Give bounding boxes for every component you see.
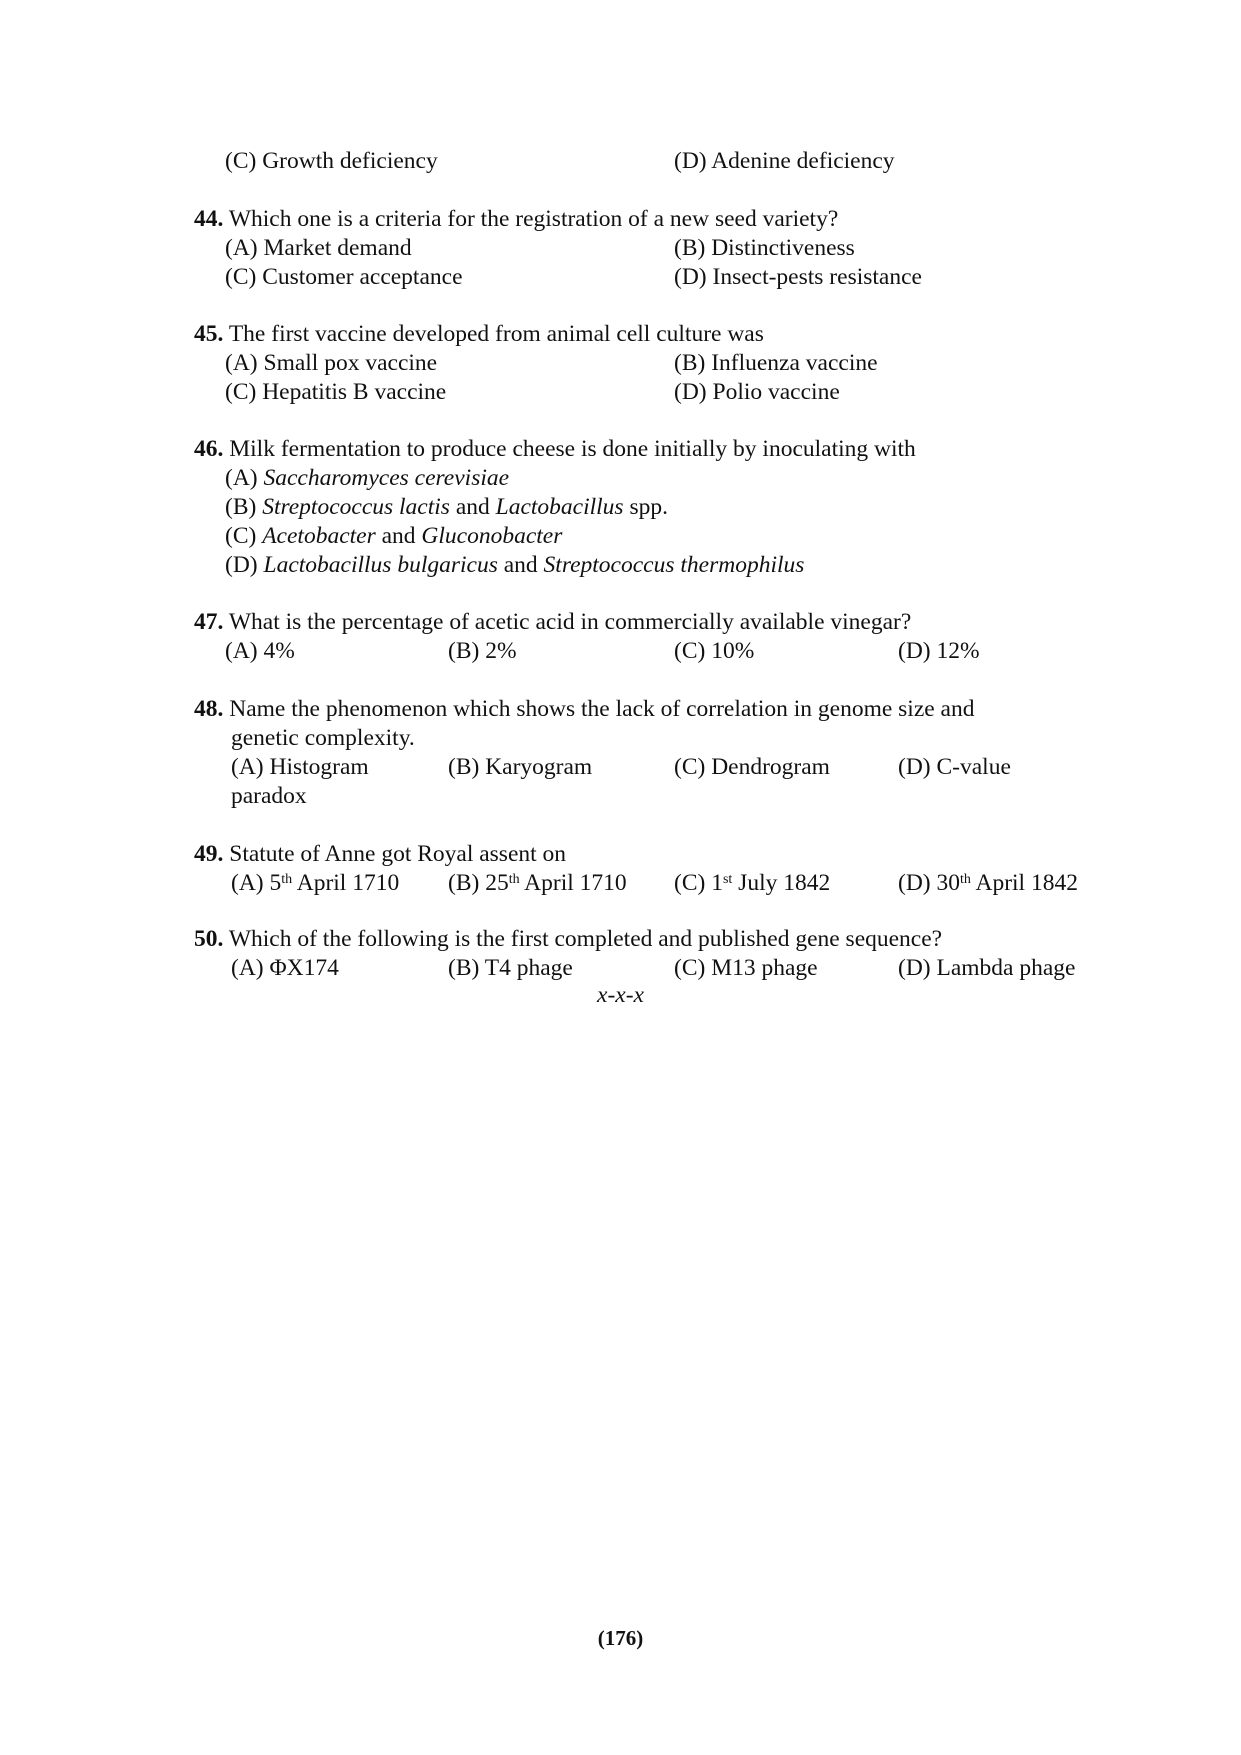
- question-46: [194, 435, 916, 464]
- option-label: (A): [225, 465, 258, 491]
- ordinal-suffix: th: [960, 872, 971, 888]
- q45-option-d: (D) Polio vaccine: [674, 379, 840, 405]
- option-text: (B) 25: [448, 870, 509, 896]
- conjunction: and: [381, 523, 416, 549]
- q43-option-c: (C) Growth deficiency: [225, 148, 438, 174]
- question-number: 45.: [194, 321, 224, 347]
- q48-option-c: (C) Dendrogram: [674, 754, 830, 780]
- question-text: Statute of Anne got Royal assent on: [229, 841, 567, 867]
- option-label: (D): [225, 552, 258, 578]
- question-number: 46.: [194, 436, 224, 462]
- option-text: (D) 30: [898, 870, 960, 896]
- question-47: [194, 608, 911, 637]
- q49-option-c: [674, 869, 830, 898]
- question-44: [194, 205, 838, 234]
- question-number: 50.: [194, 926, 224, 952]
- q50-option-d: (D) Lambda phage: [898, 955, 1076, 981]
- option-text: April 1710: [292, 870, 400, 896]
- option-tail: spp.: [629, 494, 668, 520]
- q47-option-a: (A) 4%: [225, 638, 295, 664]
- question-number: 49.: [194, 841, 224, 867]
- question-number: 44.: [194, 206, 224, 232]
- option-text: (A) 5: [231, 870, 282, 896]
- q46-option-c: [225, 522, 562, 551]
- option-label: (B): [225, 494, 257, 520]
- question-45: [194, 320, 764, 349]
- q49-option-a: [231, 869, 399, 898]
- q44-option-a: (A) Market demand: [225, 235, 412, 261]
- question-50: [194, 925, 942, 954]
- q47-option-c: (C) 10%: [674, 638, 755, 664]
- q49-option-b: [448, 869, 627, 898]
- question-number: 47.: [194, 609, 224, 635]
- species-name: Lactobacillus bulgaricus: [263, 552, 498, 578]
- ordinal-suffix: th: [508, 872, 520, 888]
- option-text: April 1842: [970, 870, 1078, 896]
- q48-option-d-continued: paradox: [231, 783, 307, 809]
- q44-option-d: (D) Insect-pests resistance: [674, 264, 922, 290]
- question-text: Which of the following is the first completed and published gene sequence?: [228, 926, 943, 952]
- question-text: The first vaccine developed from animal cell culture was: [228, 321, 764, 347]
- question-49: [194, 840, 566, 869]
- question-48-text-continued: genetic complexity.: [231, 725, 415, 751]
- option-text: July 1842: [732, 870, 831, 896]
- q50-option-c: (C) M13 phage: [674, 955, 818, 981]
- option-text: (C) 1: [674, 870, 723, 896]
- question-number: 48.: [194, 696, 224, 722]
- q50-option-a: (A) ΦX174: [231, 955, 339, 981]
- ordinal-suffix: st: [722, 872, 733, 888]
- question-48: [194, 695, 975, 724]
- q46-option-b: [225, 493, 668, 522]
- question-text: Which one is a criteria for the registration of a new seed variety?: [228, 206, 839, 232]
- q46-option-d: [225, 551, 804, 580]
- question-text: What is the percentage of acetic acid in commercially available vinegar?: [228, 609, 912, 635]
- question-text: Name the phenomenon which shows the lack of correlation in genome size and: [229, 696, 975, 722]
- q44-option-c: (C) Customer acceptance: [225, 264, 463, 290]
- page-number: (176): [597, 1626, 644, 1650]
- species-name: Acetobacter: [262, 523, 376, 549]
- q48-option-b: (B) Karyogram: [448, 754, 593, 780]
- q50-option-b: (B) T4 phage: [448, 955, 573, 981]
- species-name: Gluconobacter: [421, 523, 563, 549]
- question-text: Milk fermentation to produce cheese is done initially by inoculating with: [229, 436, 916, 462]
- q44-option-b: (B) Distinctiveness: [674, 235, 855, 261]
- q45-option-a: (A) Small pox vaccine: [225, 350, 438, 376]
- q45-option-c: (C) Hepatitis B vaccine: [225, 379, 447, 405]
- option-text: April 1710: [519, 870, 627, 896]
- q49-option-d: [898, 869, 1078, 898]
- species-name: Lactobacillus: [495, 494, 624, 520]
- q47-option-d: (D) 12%: [898, 638, 980, 664]
- end-of-section-mark: x-x-x: [597, 982, 644, 1008]
- q47-option-b: (B) 2%: [448, 638, 517, 664]
- species-name: Saccharomyces cerevisiae: [263, 465, 510, 491]
- species-name: Streptococcus thermophilus: [543, 552, 805, 578]
- q46-option-a: [225, 464, 509, 493]
- q43-option-d: (D) Adenine deficiency: [674, 148, 895, 174]
- q45-option-b: (B) Influenza vaccine: [674, 350, 878, 376]
- conjunction: and: [503, 552, 538, 578]
- ordinal-suffix: th: [281, 872, 293, 888]
- q48-option-d: (D) C-value: [898, 754, 1011, 780]
- q48-option-a: (A) Histogram: [231, 754, 369, 780]
- conjunction: and: [455, 494, 490, 520]
- species-name: Streptococcus lactis: [262, 494, 450, 520]
- option-label: (C): [225, 523, 257, 549]
